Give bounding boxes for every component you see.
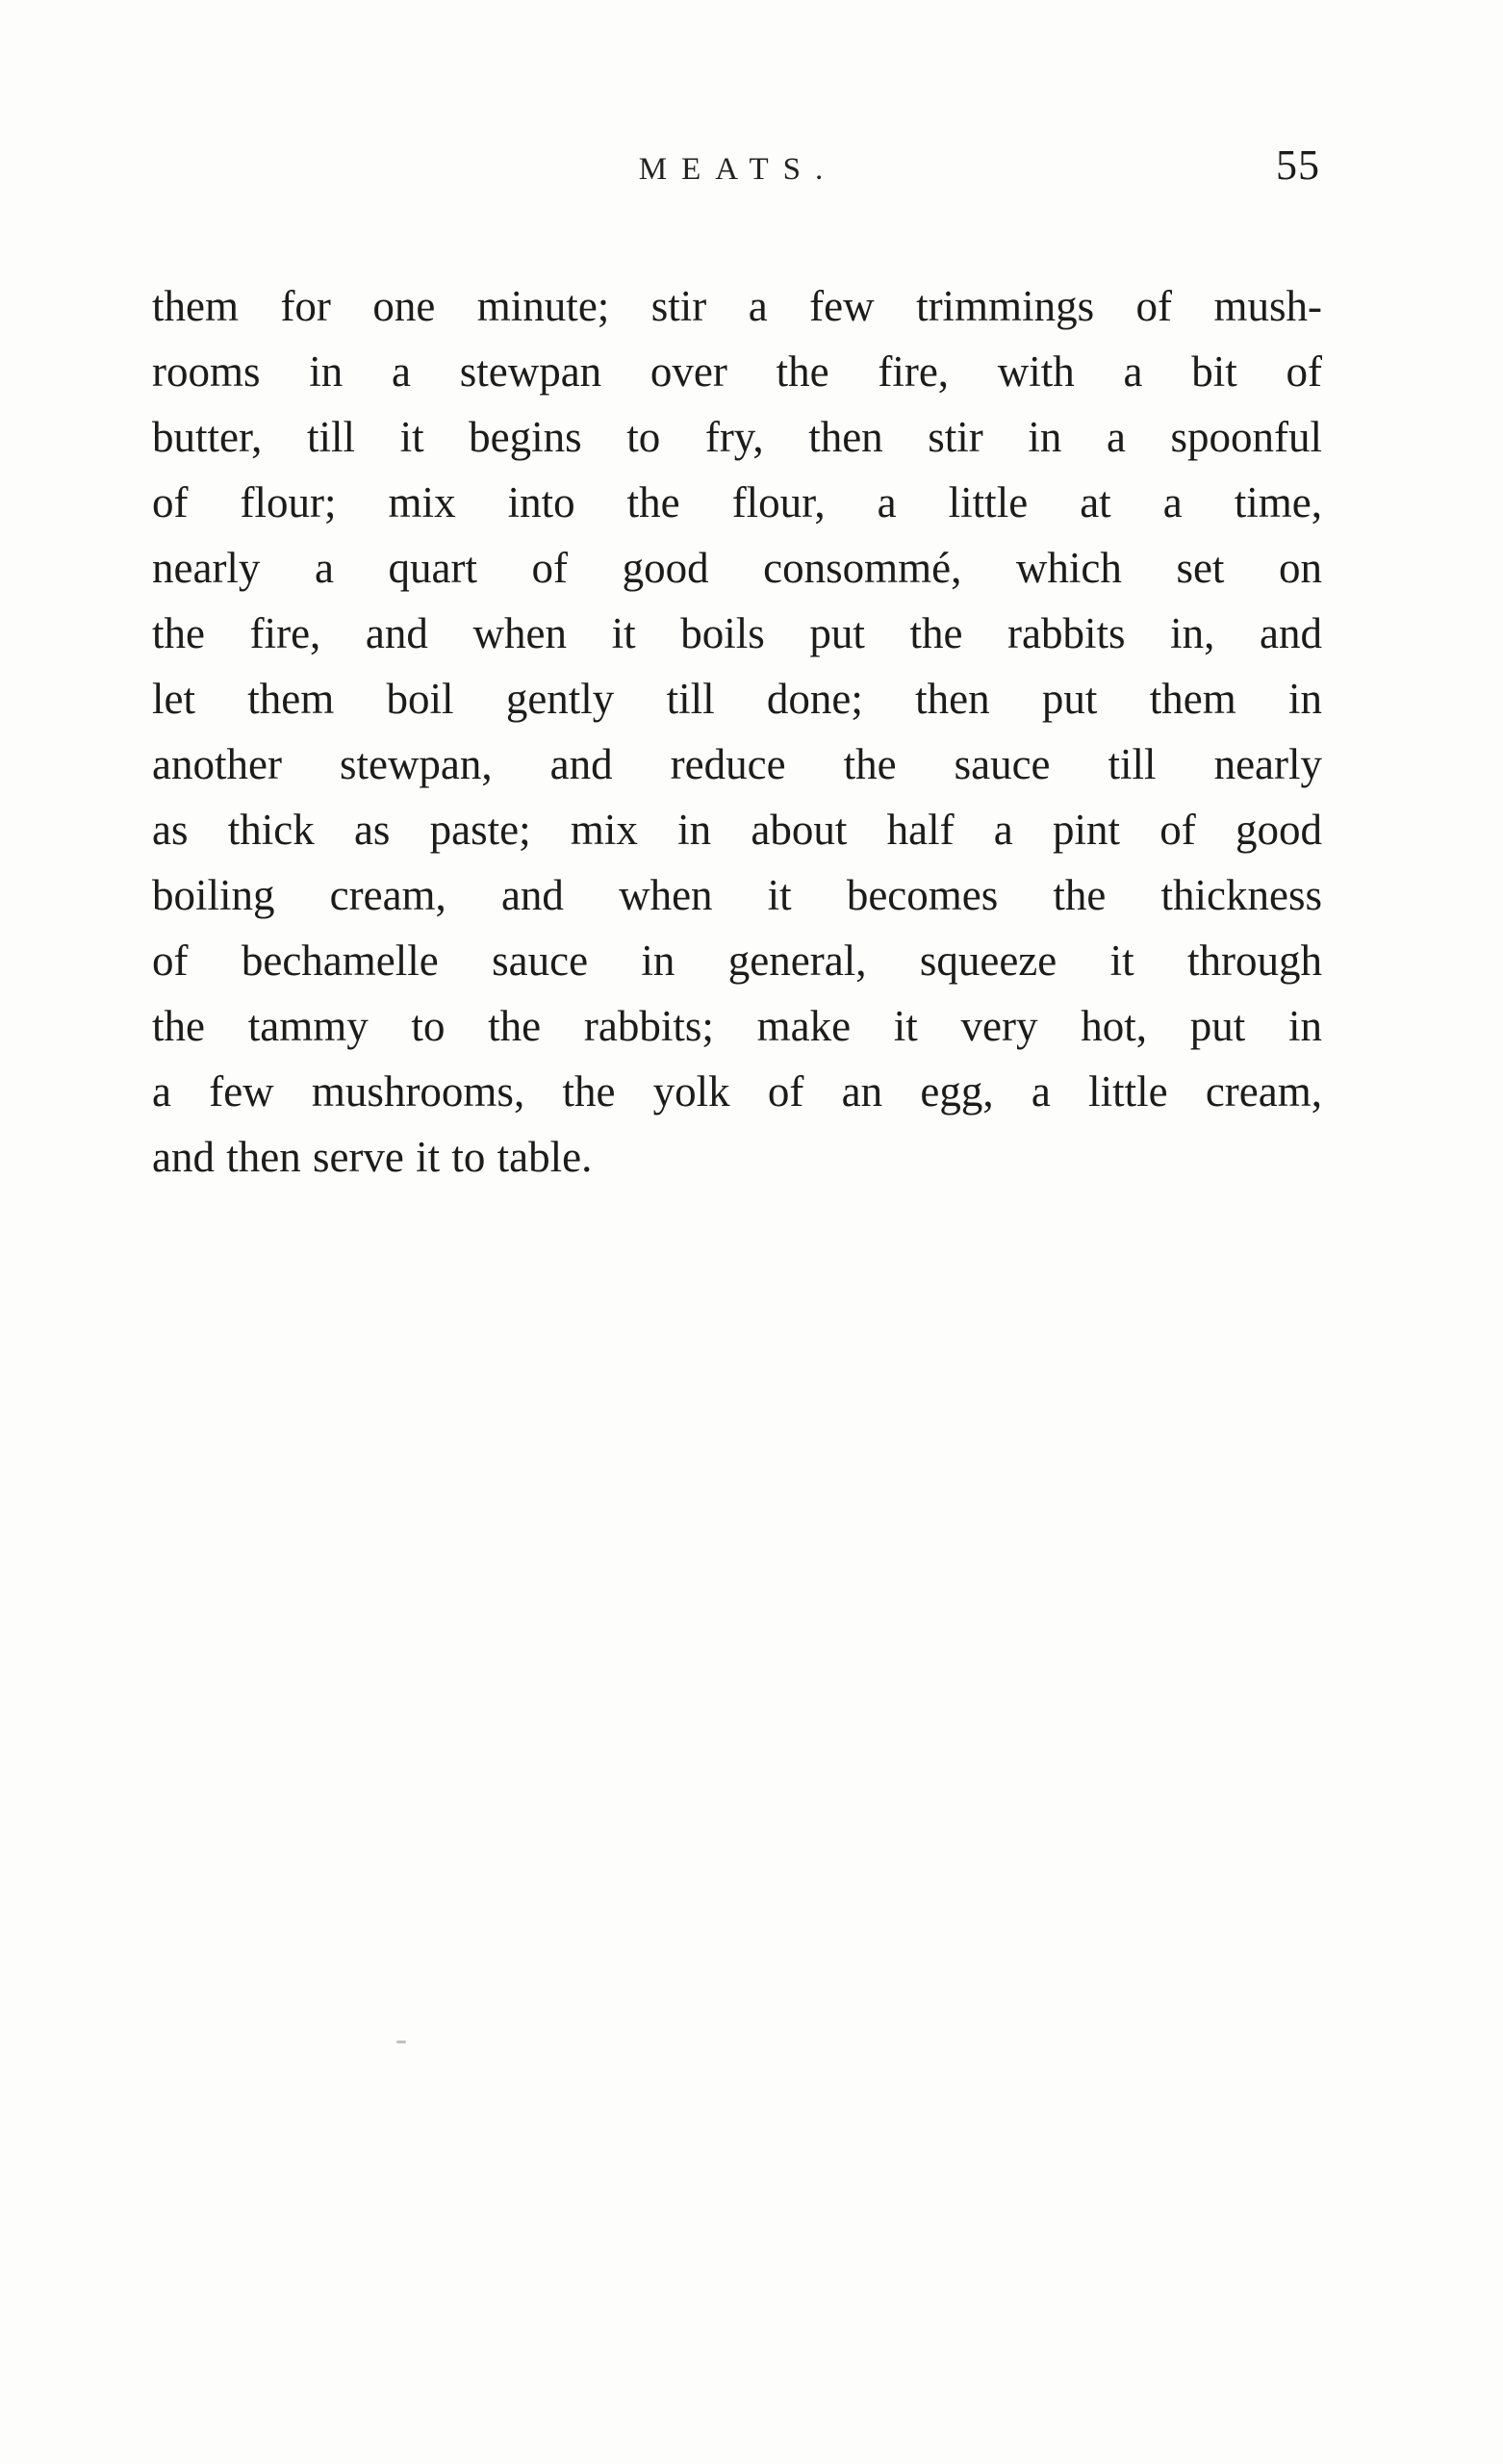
text-line: a few mushrooms, the yolk of an egg, a little cream, bbox=[152, 1067, 1322, 1116]
page-header bbox=[154, 141, 1322, 210]
text-line: of flour; mix into the flour, a little at a time, bbox=[152, 478, 1322, 526]
text-line: nearly a quart of good consommé, which set on bbox=[152, 544, 1322, 592]
text-line: as thick as paste; mix in about half a pint of good bbox=[152, 806, 1322, 854]
scan-speck bbox=[396, 2040, 406, 2043]
text-line: let them boil gently till done; then put them in bbox=[152, 675, 1322, 723]
text-line: the fire, and when it boils put the rabbits in, and bbox=[152, 609, 1322, 657]
text-line: and then serve it to table. bbox=[152, 1133, 593, 1181]
running-title: MEATS. bbox=[638, 152, 838, 187]
text-line: another stewpan, and reduce the sauce till nearly bbox=[152, 740, 1322, 788]
text-line: rooms in a stewpan over the fire, with a bit of bbox=[152, 347, 1322, 396]
text-line: them for one minute; stir a few trimmings of mush- bbox=[152, 282, 1322, 330]
text-line: the tammy to the rabbits; make it very hot, put in bbox=[152, 1002, 1322, 1050]
body-text bbox=[152, 273, 1322, 1190]
text-line: boiling cream, and when it becomes the thickness bbox=[152, 871, 1322, 919]
page-number: 55 bbox=[1276, 141, 1320, 189]
text-line: of bechamelle sauce in general, squeeze it through bbox=[152, 937, 1322, 985]
text-line: butter, till it begins to fry, then stir in a spoonful bbox=[152, 413, 1322, 461]
